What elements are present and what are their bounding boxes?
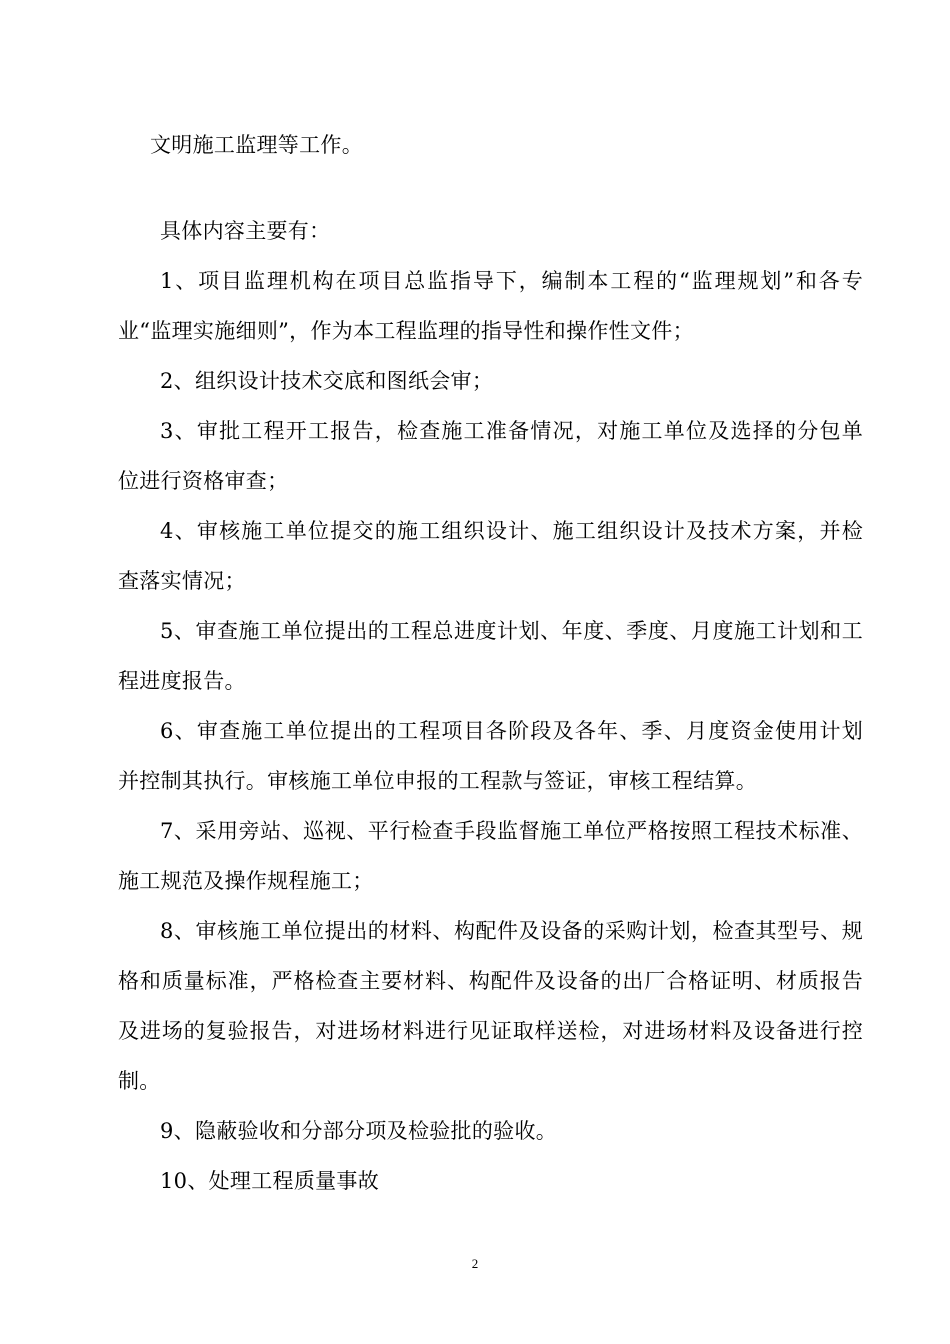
text-line: 6、审查施工单位提出的工程项目各阶段及各年、季、月度资金使用计划	[160, 719, 863, 743]
text-line: 8、审核施工单位提出的材料、构配件及设备的采购计划，检查其型号、规	[160, 919, 863, 943]
page-number: 2	[471, 1256, 479, 1271]
text-line: 并控制其执行。审核施工单位申报的工程款与签证，审核工程结算。	[118, 769, 757, 793]
text-line: 位进行资格审查；	[118, 469, 289, 493]
text-line: 4、审核施工单位提交的施工组织设计、施工组织设计及技术方案，并检	[160, 519, 863, 543]
text-line: 程进度报告。	[118, 669, 246, 693]
text-line: 2、组织设计技术交底和图纸会审；	[160, 369, 494, 393]
text-line: 及进场的复验报告，对进场材料进行见证取样送检，对进场材料及设备进行控	[118, 1019, 863, 1043]
text-line: 3、审批工程开工报告，检查施工准备情况，对施工单位及选择的分包单	[160, 419, 863, 443]
text-line: 具体内容主要有：	[160, 219, 331, 243]
text-line: 9、隐蔽验收和分部分项及检验批的验收。	[160, 1119, 558, 1143]
text-line: 1、项目监理机构在项目总监指导下，编制本工程的“监理规划”和各专	[160, 269, 863, 293]
text-line: 10、处理工程质量事故	[160, 1169, 380, 1193]
text-line: 文明施工监理等工作。	[150, 133, 363, 157]
text-line: 查落实情况；	[118, 569, 246, 593]
text-line: 7、采用旁站、巡视、平行检查手段监督施工单位严格按照工程技术标准、	[160, 819, 863, 843]
text-line: 制。	[118, 1069, 161, 1093]
text-line: 业“监理实施细则”，作为本工程监理的指导性和操作性文件；	[118, 319, 694, 343]
text-line: 5、审查施工单位提出的工程总进度计划、年度、季度、月度施工计划和工	[160, 619, 863, 643]
text-line: 施工规范及操作规程施工；	[118, 869, 374, 893]
text-line: 格和质量标准，严格检查主要材料、构配件及设备的出厂合格证明、材质报告	[118, 969, 863, 993]
